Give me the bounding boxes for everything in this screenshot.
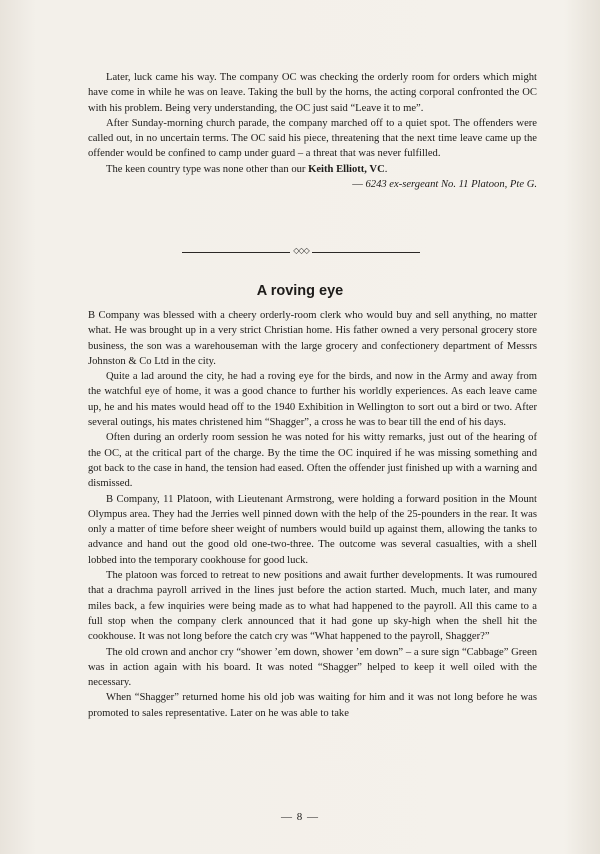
paragraph: Often during an orderly room session he was noted for his witty remarks, just out of the hearing of the OC, at the critical part of the charge. By the time the OC inquired if he was missing something and got back to the case in hand, the tension had eased. Often the offender just finished up with a warning and dismissed.: [88, 432, 537, 490]
divider-ornament: ◇◇◇: [293, 246, 309, 255]
story-title: A roving eye: [256, 283, 344, 299]
divider-line-right: [312, 252, 420, 253]
paragraph: When “Shagger” returned home his old job was waiting for him and it was not long before he was promoted to sales representative. Later on he was able to take: [88, 692, 537, 719]
divider-line-left: [182, 252, 290, 253]
paragraph: Later, luck came his way. The company OC was checking the orderly room for orders which might have come in while he was on leave. Taking the bull by the horns, the acting corporal confronted the OC with his problem. Being very understanding, the OC just said “Leave it to me”.: [88, 72, 537, 114]
paragraph: After Sunday-morning church parade, the company marched off to a quiet spot. The offenders were called out, in no uncertain terms. The OC said his piece, threatening that the next time leave came up the offender would be confined to camp under guard – a threat that was never fulfilled.: [88, 117, 537, 160]
paragraph: The old crown and anchor cry “shower ’em down, shower ’em down” – a sure sign “Cabbage” Green was in action again with his board. It was noted “Shagger” helped to keep it well oiled with the necessary.: [88, 646, 537, 689]
closing-end: .: [384, 163, 388, 175]
paragraph: B Company was blessed with a cheery orderly-room clerk who would buy and sell anything, no matter what. He was brought up in a very strict Christian home. His father owned a very personal grocery store business, the son was a warehouseman with the large grocery and confectionery department of Messrs Johnston & Co Ltd in the city.: [88, 310, 537, 367]
closing-lead: The keen country type was none other than our: [106, 163, 309, 175]
section-divider: [182, 248, 420, 258]
paragraph: Quite a lad around the city, he had a roving eye for the birds, and now in the Army and away from the watchful eye of home, it was a good chance to further his worldly experiences. As each leave came up, he and his mates would head off to the 1940 Exhibition in Wellington to sort out a bird or two. After several outings, his mates christened him “Shagger”, a cross he was to bear till the end of his days.: [88, 371, 537, 429]
signature: 6243 ex-sergeant No. 11 Platoon, Pte G.: [365, 179, 537, 191]
closing-paragraph: [88, 162, 537, 177]
paragraph: B Company, 11 Platoon, with Lieutenant Armstrong, were holding a forward position in the Mount Olympus area. They had the Jerries well pinned down with the help of the 25-pounders in the rear. It was only a matter of time before sheer weight of numbers would build up against them, allowing the tanks to advance and hand out the good old one-two-three. The outcome was several casualties, with a shell lobbed into the temporary cookhouse for good luck.: [88, 493, 537, 566]
hero-name: Keith Elliott, VC: [308, 163, 385, 175]
page-number: — 8 —: [281, 811, 319, 823]
story-body: [88, 308, 537, 721]
paragraph: The platoon was forced to retreat to new positions and await further developments. It was rumoured that a drachma payroll arrived in the lines just before the action started. Much, much later, and many miles back, a few inquiries were being made as to what had happened to the payroll. All this came to a full stop when the company clerk announced that it had gone up sky-high when the shell hit the cookhouse. It was not long before the catch cry was “What happened to the payroll, Shagger?”: [88, 570, 537, 643]
signature-dash: —: [352, 179, 366, 191]
previous-story-ending: [88, 70, 537, 192]
signature-line: [88, 177, 537, 192]
